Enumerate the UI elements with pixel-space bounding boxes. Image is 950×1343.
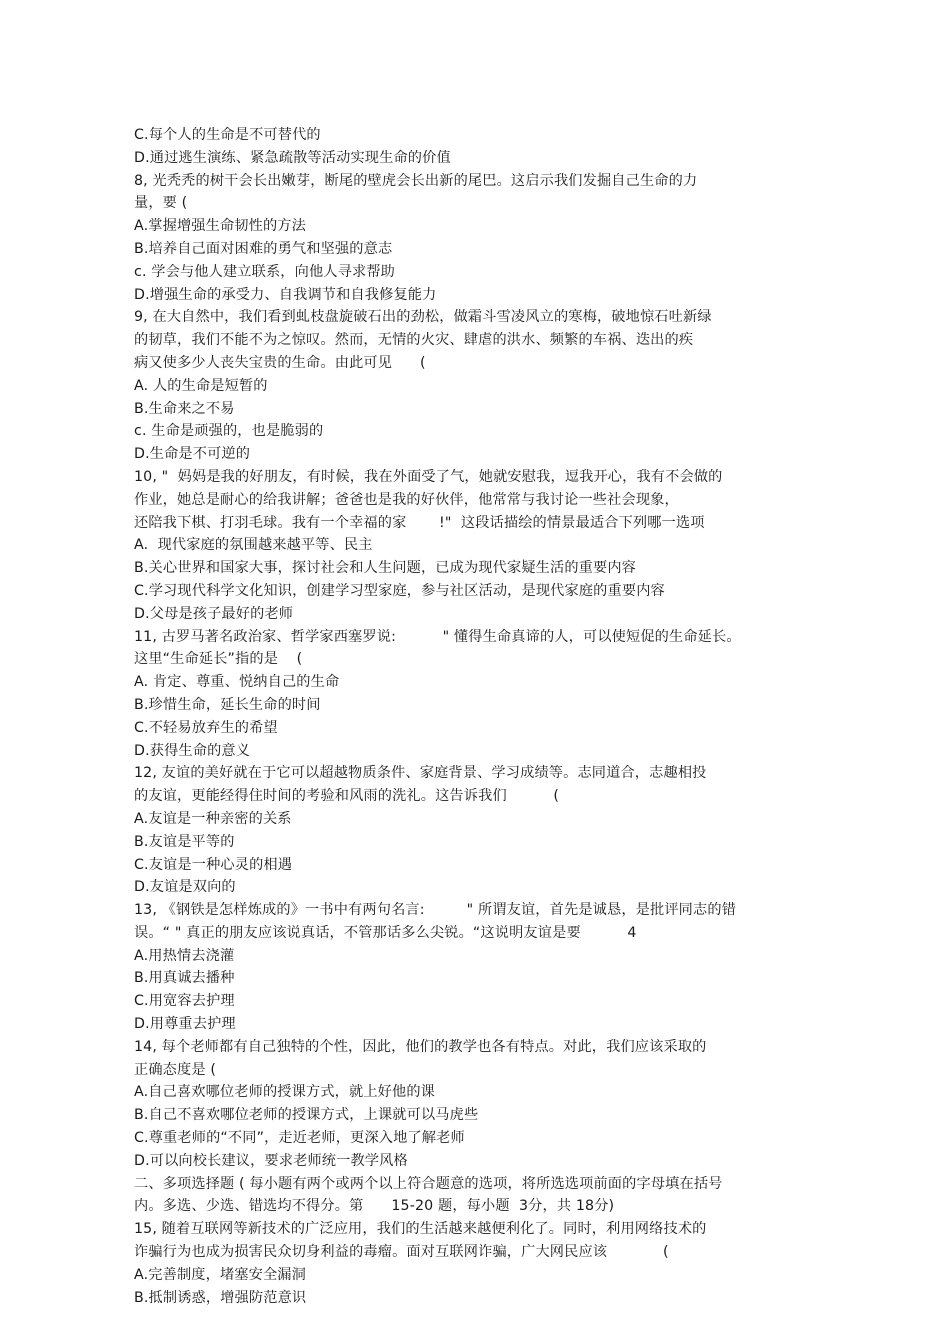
text-line: B.生命来之不易 <box>134 400 235 417</box>
text-line: C.学习现代科学文化知识，创建学习型家庭，参与社区活动，是现代家庭的重要内容 <box>134 582 665 599</box>
text-line: D.生命是不可逆的 <box>134 446 251 463</box>
text-line: 15, 随着互联网等新技术的广泛应用，我们的生活越来越便利化了。同时，利用网络技术的 <box>134 1221 707 1238</box>
text-line: B.抵制诱惑，增强防范意识 <box>134 1289 307 1306</box>
text-line: 作业，她总是耐心的给我讲解；爸爸也是我的好伙伴，他常常与我讨论一些社会现象， <box>134 491 679 508</box>
text-body <box>134 124 834 1309</box>
text-line: 的韧草，我们不能不为之惊叹。然而，无情的火灾、肆虐的洪水、频繁的车祸、迭出的疾 <box>134 332 694 349</box>
text-line: C.尊重老师的“不同”，走近老师，更深入地了解老师 <box>134 1130 465 1147</box>
text-line: D.通过逃生演练、紧急疏散等活动实现生命的价值 <box>134 149 451 166</box>
text-line: A.完善制度，堵塞安全漏洞 <box>134 1266 306 1283</box>
text-line: 二、多项选择题 ( 每小题有两个或两个以上符合题意的选项，将所选选项前面的字母填在括号 <box>134 1175 723 1192</box>
text-line: B.自己不喜欢哪位老师的授课方式，上课就可以马虎些 <box>134 1107 479 1124</box>
text-line: C.友谊是一种心灵的相遇 <box>134 856 293 873</box>
text-line: D.获得生命的意义 <box>134 742 251 759</box>
text-line: C.不轻易放弃生的希望 <box>134 719 278 736</box>
text-line: A.友谊是一种亲密的关系 <box>134 810 292 827</box>
text-line: D.用尊重去护理 <box>134 1016 236 1033</box>
text-line: A. 现代家庭的氛围越来越平等、民主 <box>134 537 373 554</box>
text-line: 11, 古罗马著名政治家、哲学家西塞罗说: " 懂得生命真谛的人，可以使短促的生命延长。 <box>134 628 741 645</box>
text-line: 正确态度是 ( <box>134 1061 217 1078</box>
text-line: A.用热情去浇灌 <box>134 947 235 964</box>
text-line: 的友谊，更能经得住时间的考验和风雨的洗礼。这告诉我们 ( <box>134 788 560 805</box>
text-line: 9, 在大自然中，我们看到虬枝盘旋破石出的劲松，做霜斗雪凌风立的寒梅，破地惊石吐新绿 <box>134 309 712 326</box>
text-line: 误。“ " 真正的朋友应该说真话，不管那话多么尖锐。“这说明友谊是要 4 <box>134 924 637 941</box>
text-line: 诈骗行为也成为损害民众切身利益的毒瘤。面对互联网诈骗，广大网民应该 ( <box>134 1244 669 1261</box>
text-line: 14, 每个老师都有自己独特的个性，因此，他们的教学也各有特点。对此，我们应该采取的 <box>134 1038 707 1055</box>
text-line: 病又使多少人丧失宝贵的生命。由此可见 ( <box>134 354 426 371</box>
text-line: 量，要 ( <box>134 195 188 212</box>
text-line: C.每个人的生命是不可替代的 <box>134 127 321 143</box>
text-line: 12, 友谊的美好就在于它可以超越物质条件、家庭背景、学习成绩等。志同道合，志趣相投 <box>134 765 707 782</box>
text-line: B.培养自己面对困难的勇气和坚强的意志 <box>134 240 393 257</box>
text-line: A. 人的生命是短暂的 <box>134 377 268 394</box>
text-line: D.友谊是双向的 <box>134 879 236 896</box>
text-line: 10, " 妈妈是我的好朋友，有时候，我在外面受了气，她就安慰我，逗我开心，我有不会做的 <box>134 468 723 485</box>
text-line: A.掌握增强生命韧性的方法 <box>134 218 306 235</box>
text-line: D.父母是孩子最好的老师 <box>134 605 294 622</box>
text-line: B.珍惜生命，延长生命的时间 <box>134 696 321 713</box>
text-line: B.用真诚去播种 <box>134 970 235 987</box>
text-line: 13, 《钢铁是怎样炼成的》一书中有两句名言: " 所谓友谊，首先是诚恳，是批评同志的错 <box>134 902 737 919</box>
text-line: 这里“生命延长”指的是 ( <box>134 651 303 668</box>
text-line: D.可以向校长建议，要求老师统一教学风格 <box>134 1152 408 1169</box>
text-line: 内。多选、少选、错选均不得分。第 15-20 题，每小题 3分，共 18分) <box>134 1198 615 1215</box>
text-line: c. 生命是顽强的，也是脆弱的 <box>134 423 324 440</box>
text-line: c. 学会与他人建立联系，向他人寻求帮助 <box>134 263 396 280</box>
text-line: D.增强生命的承受力、自我调节和自我修复能力 <box>134 286 437 303</box>
text-line: B.关心世界和国家大事，探讨社会和人生问题，已成为现代家疑生活的重要内容 <box>134 560 637 577</box>
text-line: B.友谊是平等的 <box>134 833 235 850</box>
text-line: 还陪我下棋、打羽毛球。我有一个幸福的家 !" 这段话描绘的情景最适合下列哪一选项 <box>134 514 705 531</box>
text-line: A. 肯定、尊重、悦纳自己的生命 <box>134 674 340 691</box>
text-line: C.用宽容去护理 <box>134 993 235 1010</box>
text-line: 8, 光秃秃的树干会长出嫩芽，断尾的壁虎会长出新的尾巴。这启示我们发掘自己生命的力 <box>134 172 698 189</box>
text-line: A.自己喜欢哪位老师的授课方式，就上好他的课 <box>134 1084 436 1101</box>
